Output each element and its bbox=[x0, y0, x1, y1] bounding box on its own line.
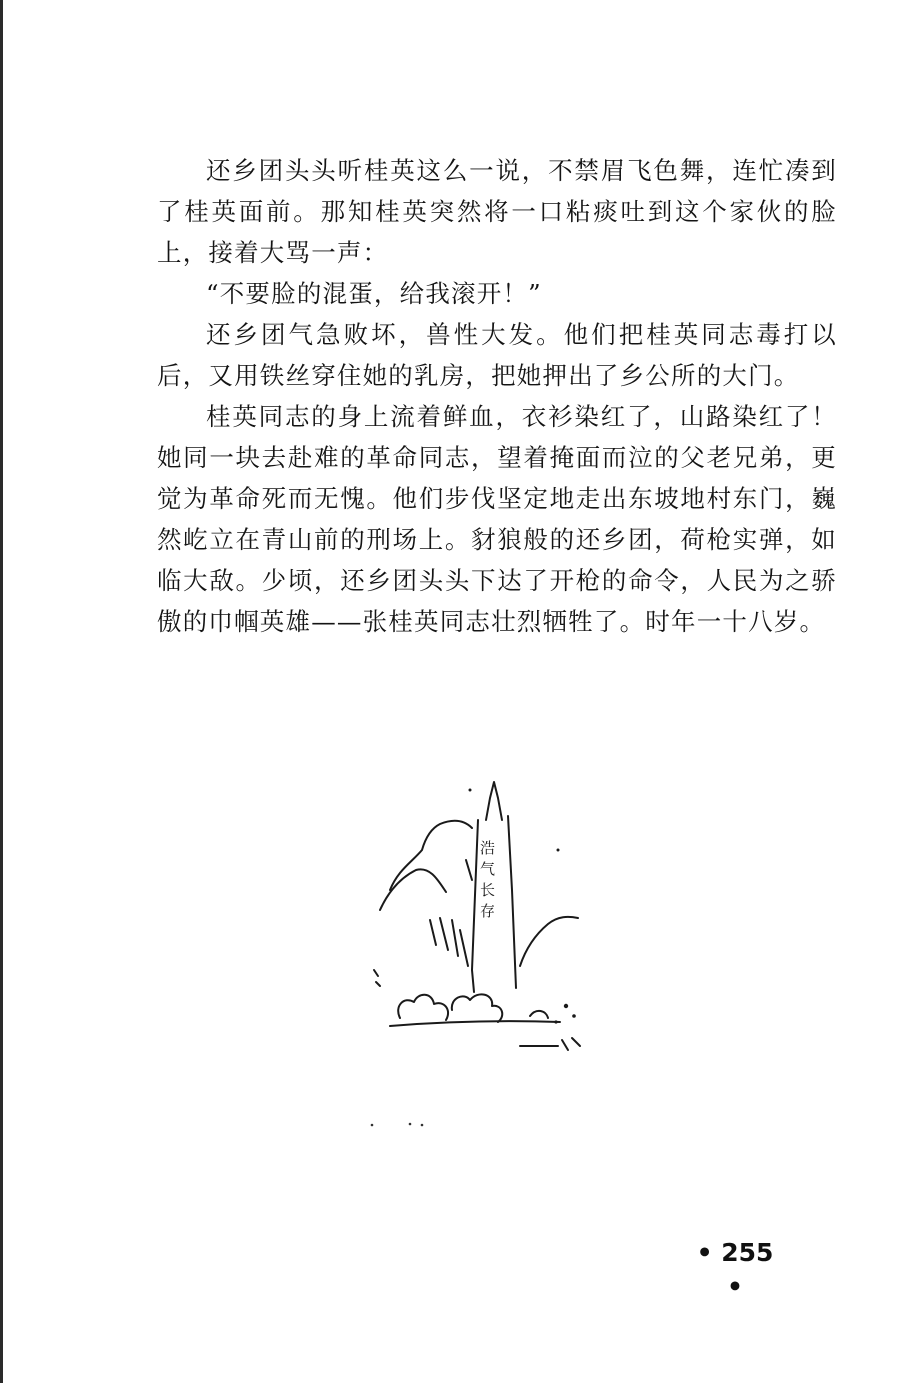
monument-inscription: 浩气长存 bbox=[478, 840, 496, 924]
paragraph-4: 桂英同志的身上流着鲜血，衣衫染红了，山路染红了！她同一块去赴难的革命同志，望着掩面而泣的父老兄弟，更觉为革命死而无愧。他们步伐坚定地走出东坡地村东门，巍然屹立在青山前的刑场上。豺狼般的还乡团，荷枪实弹，如临大敌。少顷，还乡团头头下达了开枪的命令，人民为之骄傲的巾帼英雄——张桂英同志壮烈牺牲了。时年一十八岁。 bbox=[157, 402, 837, 636]
scan-edge bbox=[0, 0, 3, 1383]
ground-mark bbox=[520, 1038, 580, 1050]
cliff-shading bbox=[430, 918, 468, 966]
monument-body-right bbox=[508, 816, 516, 988]
tree-center bbox=[452, 994, 502, 1022]
monument-top bbox=[486, 782, 502, 820]
left-specks bbox=[374, 970, 380, 986]
tree-left bbox=[398, 995, 448, 1020]
monument-illustration bbox=[360, 770, 600, 1060]
right-hill bbox=[520, 917, 578, 966]
monument-left-flare bbox=[466, 860, 472, 880]
paragraph-3: 还乡团气急败坏，兽性大发。他们把桂英同志毒打以后，又用铁丝穿住她的乳房，把她押出了乡公所的大门。 bbox=[157, 320, 837, 390]
body-text bbox=[157, 150, 837, 642]
paragraph-1: 还乡团头头听桂英这么一说，不禁眉飞色舞，连忙凑到了桂英面前。那知桂英突然将一口粘痰吐到这个家伙的脸上，接着大骂一声： bbox=[157, 156, 837, 267]
paragraph-2-quote: “不要脸的混蛋，给我滚开！” bbox=[206, 279, 542, 308]
ground-line bbox=[390, 1021, 560, 1026]
scan-specks bbox=[366, 1116, 436, 1132]
page-number: • 255 • bbox=[696, 1238, 774, 1301]
shrub-right bbox=[530, 1011, 548, 1018]
